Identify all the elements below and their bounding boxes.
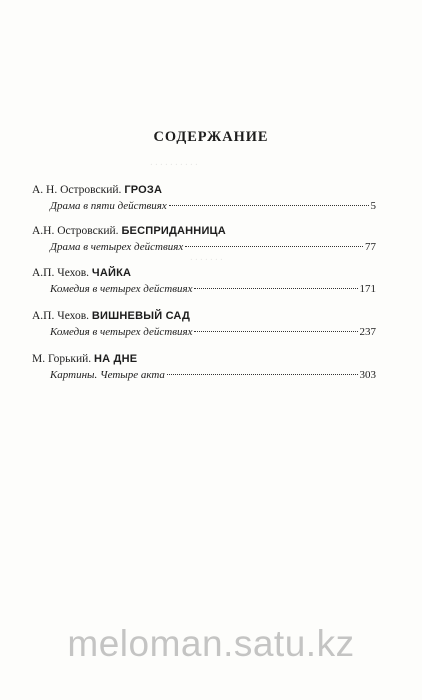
toc-entry-author: А.П. Чехов. ВИШНЕВЫЙ САД <box>32 310 191 322</box>
leader-dots <box>194 288 357 289</box>
watermark: meloman.satu.kz <box>67 623 355 664</box>
page-title: СОДЕРЖАНИЕ <box>153 129 269 145</box>
toc-entry-line <box>50 241 376 253</box>
toc-entry-subtitle: Драма в пяти действиях <box>50 200 167 212</box>
toc-entry-line <box>50 283 376 295</box>
toc-entry[interactable] <box>32 353 376 381</box>
toc-entry[interactable] <box>32 225 376 253</box>
leader-dots <box>167 374 358 375</box>
toc-entry-subtitle: Картины. Четыре акта <box>50 369 165 381</box>
toc-entry-page: 171 <box>359 283 376 295</box>
leader-dots <box>194 331 357 332</box>
toc-entry-page: 237 <box>359 326 376 338</box>
leader-dots <box>185 246 363 247</box>
toc-entry-page: 5 <box>370 200 376 212</box>
toc-entry-line <box>50 326 376 338</box>
toc-entry-author: М. Горький. НА ДНЕ <box>32 353 138 365</box>
toc-entry-subtitle: Комедия в четырех действиях <box>50 283 193 295</box>
toc-entry-author: А.П. Чехов. ЧАЙКА <box>32 267 132 279</box>
show-through-text: · · · · · · · <box>190 255 223 266</box>
show-through-text: · · · · · · · · · · <box>150 160 198 171</box>
toc-entry[interactable] <box>32 310 376 338</box>
toc-entry-subtitle: Комедия в четырех действиях <box>50 326 193 338</box>
toc-entry-line <box>50 200 376 212</box>
toc-entry-page: 77 <box>365 241 376 253</box>
toc-entry[interactable] <box>32 267 376 295</box>
toc-entry-line <box>50 369 376 381</box>
toc-entry-page: 303 <box>359 369 376 381</box>
toc-entry-subtitle: Драма в четырех действиях <box>50 241 184 253</box>
toc-entry-author: А. Н. Островский. ГРОЗА <box>32 184 163 196</box>
toc-entry[interactable] <box>32 184 376 212</box>
leader-dots <box>169 205 369 206</box>
toc-entry-author: А.Н. Островский. БЕСПРИДАННИЦА <box>32 225 226 237</box>
